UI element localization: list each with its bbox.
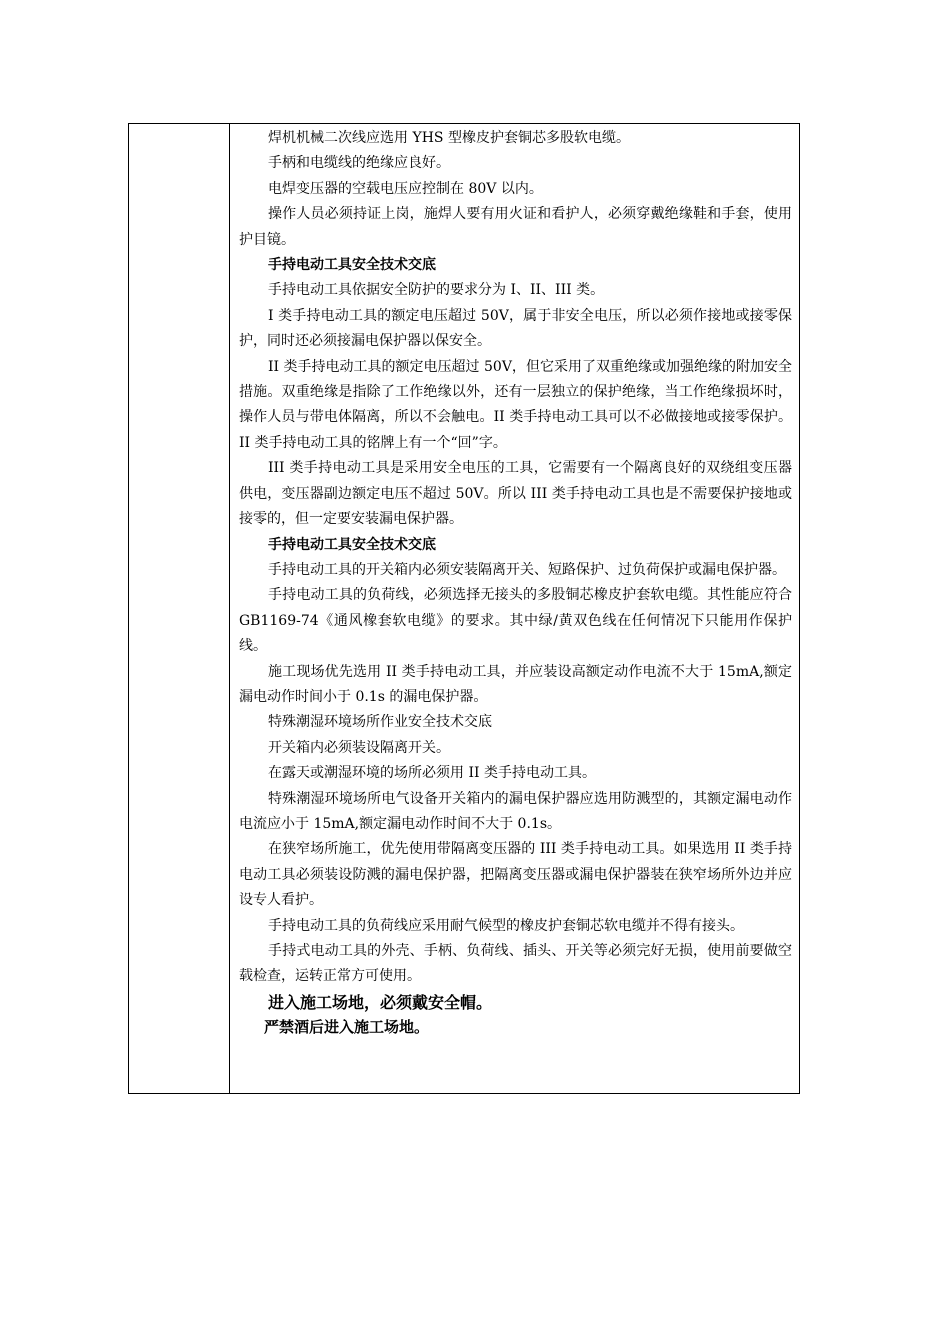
paragraph: 手柄和电缆线的绝缘应良好。 — [268, 155, 450, 172]
helmet-notice: 进入施工场地，必须戴安全帽。 — [268, 992, 493, 1012]
document-table — [128, 123, 800, 1094]
paragraph: 手持电动工具的负荷线，必须选择无接头的多股铜芯橡皮护套软电缆。其性能应符合 GB1169-74《通风橡套软电缆》的要求。其中绿/黄双色线在任何情况下只能用作保护线。 — [239, 587, 792, 655]
paragraph: 特殊潮湿环境场所电气设备开关箱内的漏电保护器应选用防溅型的，其额定漏电动作电流应小于 15mA,额定漏电动作时间不大于 0.1s。 — [239, 790, 792, 832]
alcohol-notice: 严禁酒后进入施工场地。 — [264, 1017, 430, 1036]
paragraph: 在狭窄场所施工，优先使用带隔离变压器的 III 类手持电动工具。如果选用 II 类手持电动工具必须装设防溅的漏电保护器，把隔离变压器或漏电保护器装在狭窄场所外边并应设专人看护。 — [239, 841, 792, 909]
paragraph: 在露天或潮湿环境的场所必须用 II 类手持电动工具。 — [268, 765, 596, 782]
paragraph: 施工现场优先选用 II 类手持电动工具，并应装设高额定动作电流不大于 15mA,额定漏电动作时间小于 0.1s 的漏电保护器。 — [239, 663, 792, 705]
content-cell — [239, 126, 792, 1039]
paragraph: 手持电动工具的开关箱内必须安装隔离开关、短路保护、过负荷保护或漏电保护器。 — [268, 561, 786, 578]
paragraph: I 类手持电动工具的额定电压超过 50V，属于非安全电压，所以必须作接地或接零保护，同时还必须接漏电保护器以保安全。 — [239, 307, 792, 350]
paragraph: 手持电动工具依据安全防护的要求分为 I、II、III 类。 — [268, 282, 605, 299]
section-heading: 特殊潮湿环境场所作业安全技术交底 — [268, 714, 492, 731]
paragraph: 操作人员必须持证上岗，施焊人要有用火证和看护人，必须穿戴绝缘鞋和手套，使用护目镜。 — [239, 206, 792, 248]
column-divider — [229, 124, 230, 1093]
paragraph: 开关箱内必须装设隔离开关。 — [268, 739, 450, 756]
paragraph: 手持式电动工具的外壳、手柄、负荷线、插头、开关等必须完好无损，使用前要做空载检查，运转正常方可使用。 — [239, 943, 792, 985]
paragraph: 焊机机械二次线应选用 YHS 型橡皮护套铜芯多股软电缆。 — [268, 130, 630, 146]
paragraph: III 类手持电动工具是采用安全电压的工具，它需要有一个隔离良好的双绕组变压器供电，变压器副边额定电压不超过 50V。所以 III 类手持电动工具也是不需要保护接地或接零的，但一定要安装漏电保护器。 — [239, 460, 792, 528]
paragraph: II 类手持电动工具的额定电压超过 50V，但它采用了双重绝缘或加强绝缘的附加安全措施。双重绝缘是指除了工作绝缘以外，还有一层独立的保护绝缘，当工作绝缘损坏时，操作人员与带电体隔离，所以不会触电。II 类手持电动工具可以不必做接地或接零保护。II 类手持电动工具的铭牌上有一个“回”字。 — [239, 358, 792, 451]
section-heading: 手持电动工具安全技术交底 — [268, 536, 436, 553]
paragraph: 电焊变压器的空载电压应控制在 80V 以内。 — [268, 180, 543, 197]
paragraph: 手持电动工具的负荷线应采用耐气候型的橡皮护套铜芯软电缆并不得有接头。 — [268, 917, 744, 934]
section-heading: 手持电动工具安全技术交底 — [268, 257, 436, 274]
